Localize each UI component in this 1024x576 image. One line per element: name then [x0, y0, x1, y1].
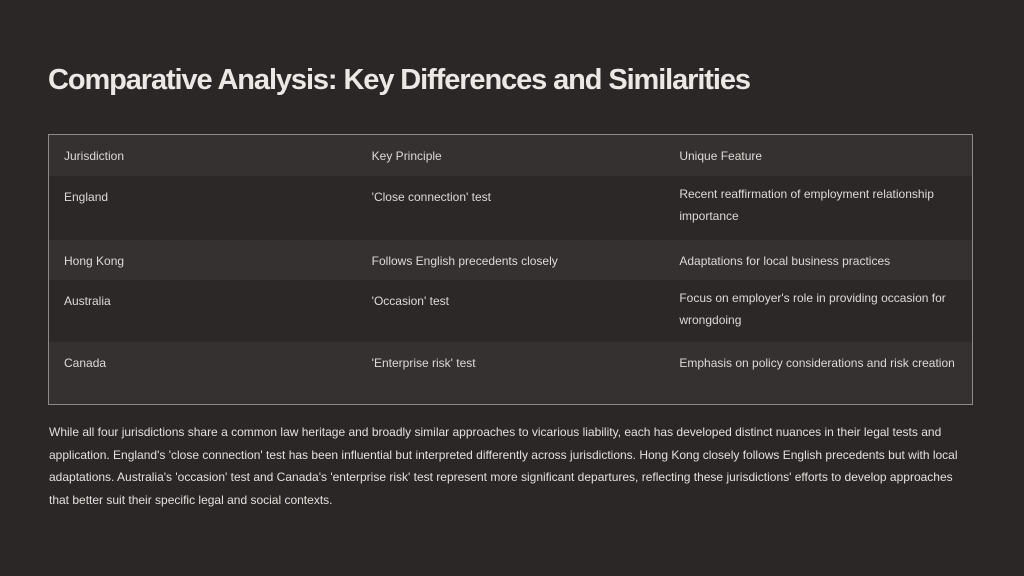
cell-unique-feature: Emphasis on policy considerations and risk creation: [679, 356, 955, 370]
cell-key-principle: 'Occasion' test: [371, 294, 449, 308]
cell-jurisdiction: Canada: [64, 356, 107, 370]
table-row: [49, 342, 972, 404]
cell-jurisdiction: England: [64, 190, 109, 204]
cell-jurisdiction: Hong Kong: [64, 254, 125, 268]
header-key-principle: Key Principle: [371, 149, 442, 163]
cell-unique-feature: Adaptations for local business practices: [679, 254, 891, 268]
table-row: [49, 240, 972, 280]
table-row: [49, 176, 972, 240]
cell-key-principle: 'Enterprise risk' test: [371, 356, 476, 370]
header-jurisdiction: Jurisdiction: [64, 149, 125, 163]
cell-unique-feature: Focus on employer's role in providing occasion for wrongdoing: [679, 291, 946, 327]
table-header-row: [49, 135, 972, 176]
header-unique-feature: Unique Feature: [679, 149, 763, 163]
cell-unique-feature: Recent reaffirmation of employment relationship importance: [679, 187, 934, 223]
table-row: [49, 280, 972, 342]
page-title: Comparative Analysis: Key Differences and Similarities: [48, 64, 750, 96]
cell-key-principle: Follows English precedents closely: [371, 254, 558, 268]
cell-jurisdiction: Australia: [64, 294, 111, 308]
cell-key-principle: 'Close connection' test: [371, 190, 491, 204]
comparison-table: [48, 134, 973, 405]
summary-paragraph: While all four jurisdictions share a common law heritage and broadly similar approaches to vicarious liability, each has developed distinct nuances in their legal tests and application. England's 'close connection' test has been influential but interpreted differently across jurisdictions. Hong Kong closely follows English precedents but with local adaptations. Australia's 'occasion' test and Canada's 'enterprise risk' test represent more significant departures, reflecting these jurisdictions' efforts to develop approaches that better suit their specific legal and social contexts.: [49, 425, 958, 507]
